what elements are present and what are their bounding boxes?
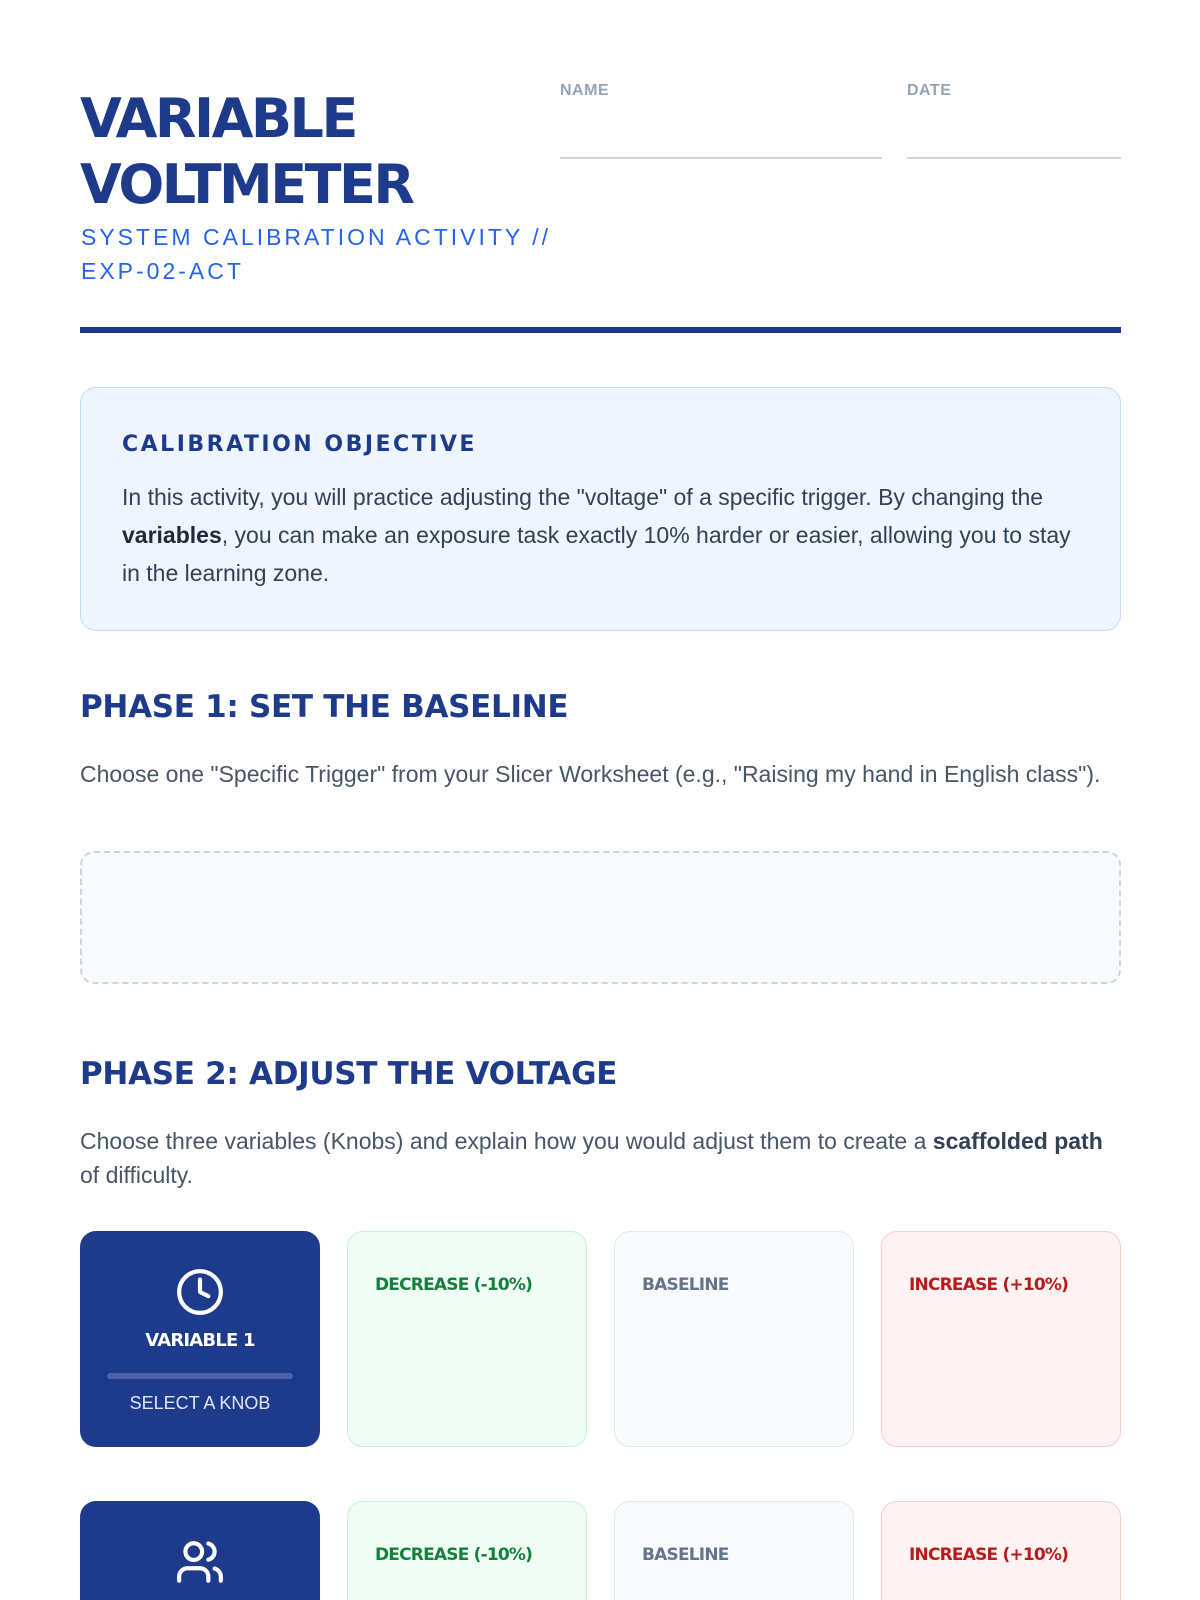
baseline-label: BASELINE	[642, 1545, 729, 1565]
phase-2-instructions	[80, 1124, 1120, 1192]
phase-2-text-part-1: Choose three variables (Knobs) and explain how you would adjust them to create a	[80, 1128, 933, 1154]
objective-text-part-2: , you can make an exposure task exactly 10% harder or easier, allowing you to stay in the learning zone.	[122, 522, 1071, 586]
baseline-label: BASELINE	[642, 1275, 729, 1295]
title-line-2: VOLTMETER	[80, 153, 413, 216]
variable-2-decrease-box[interactable]	[347, 1501, 587, 1600]
variable-1-select-knob[interactable]: SELECT A KNOB	[129, 1393, 271, 1413]
variable-1-decrease-box[interactable]	[347, 1231, 587, 1447]
variable-1-card[interactable]	[80, 1231, 320, 1447]
variable-2-card[interactable]	[80, 1501, 320, 1600]
phase-2-text-part-2: of difficulty.	[80, 1162, 193, 1188]
increase-label: INCREASE (+10%)	[909, 1275, 1069, 1295]
users-icon	[175, 1537, 225, 1587]
date-field-label: DATE	[907, 82, 952, 99]
phase-1-instructions: Choose one "Specific Trigger" from your Slicer Worksheet (e.g., "Raising my hand in English class").	[80, 761, 1101, 787]
increase-label: INCREASE (+10%)	[909, 1545, 1069, 1565]
objective-text-part-1: In this activity, you will practice adjusting the "voltage" of a specific trigger. By changing the	[122, 484, 1044, 510]
phase-2-text-bold: scaffolded path	[932, 1128, 1103, 1154]
title-line-1: VARIABLE	[80, 87, 356, 150]
decrease-label: DECREASE (-10%)	[375, 1545, 533, 1565]
header-divider	[80, 327, 1121, 333]
objective-panel	[80, 387, 1121, 631]
trigger-input-box[interactable]	[80, 851, 1121, 984]
page-subtitle: SYSTEM CALIBRATION ACTIVITY // EXP-02-ACT	[81, 224, 552, 284]
name-field[interactable]	[560, 157, 882, 159]
variable-1-divider	[107, 1373, 293, 1379]
variable-1-name: VARIABLE 1	[145, 1330, 255, 1351]
variable-1-baseline-box[interactable]	[614, 1231, 854, 1447]
variable-1-increase-box[interactable]	[881, 1231, 1121, 1447]
variable-2-increase-box[interactable]	[881, 1501, 1121, 1600]
name-field-label: NAME	[560, 82, 610, 99]
phase-1-title: PHASE 1: SET THE BASELINE	[80, 689, 569, 725]
objective-text	[122, 478, 1082, 592]
decrease-label: DECREASE (-10%)	[375, 1275, 533, 1295]
date-field[interactable]	[907, 157, 1121, 159]
objective-text-bold: variables	[122, 522, 222, 548]
phase-2-title: PHASE 2: ADJUST THE VOLTAGE	[80, 1056, 618, 1092]
clock-icon	[175, 1267, 225, 1317]
objective-heading: CALIBRATION OBJECTIVE	[122, 432, 477, 457]
variable-2-baseline-box[interactable]	[614, 1501, 854, 1600]
page-title	[80, 86, 412, 218]
